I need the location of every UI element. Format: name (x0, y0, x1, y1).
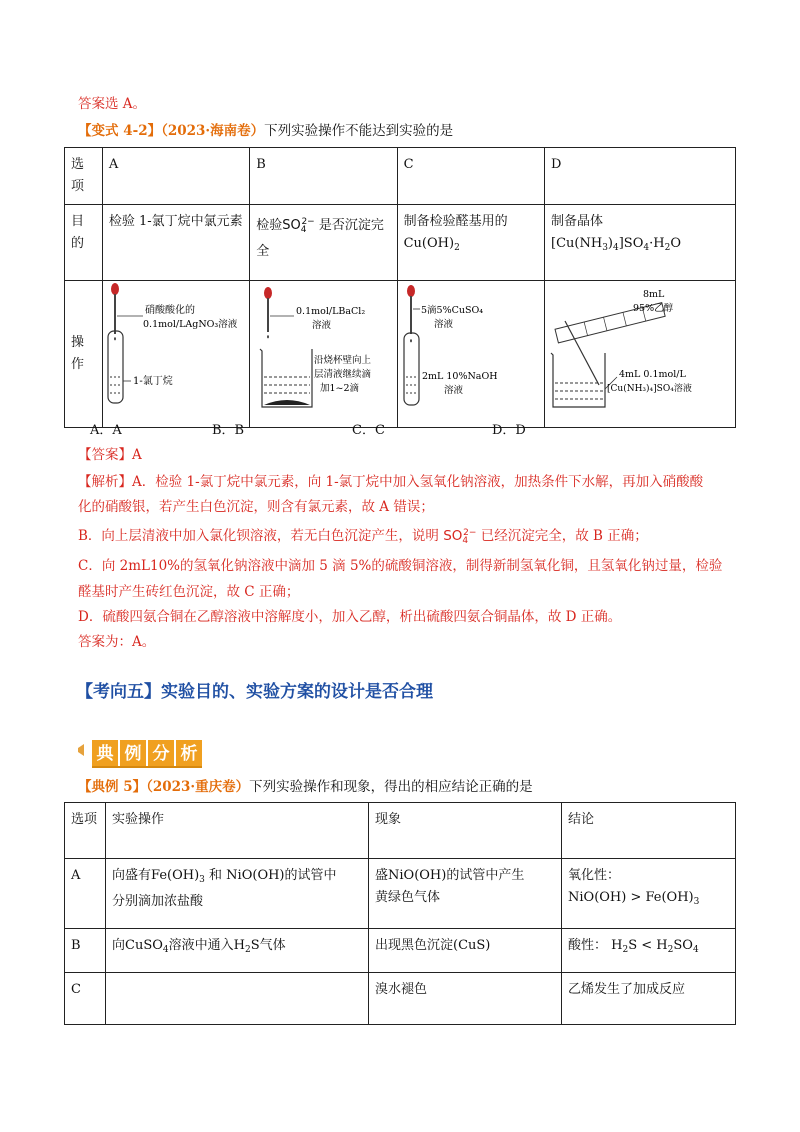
t2-header-phenomenon: 现象 (369, 803, 562, 859)
t2-row-a-conclusion: 氧化性： $NiO(OH) > Fe(OH)_3$ (562, 859, 736, 929)
analysis-line-6: D．硫酸四氨合铜在乙醇溶液中溶解度小，加入乙醇，析出硫酸四氨合铜晶体，故 D 正确。 (78, 609, 622, 625)
diagram-a-label-2: 0.1mol/LAgNO₃溶液 (142, 319, 238, 330)
badge-char-3: 分 (152, 744, 170, 764)
t2-row-b-operation: 向CuSO$_4$溶液中通入$H_2S$气体 (106, 929, 369, 973)
diagram-b-label-5: 加1~2滴 (320, 383, 360, 394)
analysis-line-5: 醛基时产生砖红色沉淀，故 C 正确； (78, 584, 300, 600)
diagram-c-label-1: 5滴5%CuSO₄ (420, 305, 483, 316)
diagram-a-cell (102, 281, 249, 428)
example-question-text: 下列实验操作和现象，得出的相应结论正确的是 (249, 779, 533, 795)
analysis-line-4: C．向 2mL10%的氢氧化钠溶液中滴加 5 滴 5%的硫酸铜溶液，制得新制氢氧化铜，且氢氧化钠过量，检验 (78, 558, 723, 574)
t2-row-a-phenomenon: 盛NiO(OH)的试管中产生 黄绿色气体 (369, 859, 562, 929)
col-d-header: D (545, 148, 736, 205)
answer-line: 【答案】A (78, 447, 142, 463)
experiment-table-2 (64, 802, 736, 1025)
t2-row-c-label: C (65, 973, 106, 1025)
badge-char-4: 析 (180, 744, 198, 764)
t2-row-a-operation: 向盛有$Fe(OH)_3$ 和 NiO(OH)的试管中 分别滴加浓盐酸 (106, 859, 369, 929)
analysis-line-1: 【解析】A．检验 1-氯丁烷中氯元素，向 1-氯丁烷中加入氢氧化钠溶液，加热条件下水解，再加入硝酸酸 (78, 474, 704, 490)
t2-row-c-operation (106, 973, 369, 1025)
t2-row-b-phenomenon: 出现黑色沉淀(CuS) (369, 929, 562, 973)
diagram-b-label-4: 层清液继续滴 (314, 369, 372, 380)
diagram-a-label-3: 1-氯丁烷 (132, 376, 173, 387)
purpose-b: 检验$SO_4^{2-}$ 是否沉淀完全 (250, 205, 397, 281)
diagram-c-label-2: 溶液 (433, 319, 453, 330)
example-question (78, 777, 533, 797)
purpose-a: 检验 1-氯丁烷中氯元素 (102, 205, 249, 281)
badge-char-1: 典 (96, 744, 114, 764)
diagram-c-label-4: 溶液 (443, 385, 463, 396)
section-heading: 【考向五】实验目的、实验方案的设计是否合理 (76, 682, 433, 702)
analysis-line-3: B．向上层清液中加入氯化钡溶液，若无白色沉淀产生，说明 $SO_4^{2-}$ 已经沉淀完全，故 B 正确； (78, 528, 648, 546)
t2-row-c-conclusion: 乙烯发生了加成反应 (562, 973, 736, 1025)
diagram-c-apparatus (398, 281, 543, 419)
header-purpose: 目的 (65, 205, 103, 281)
diagram-d-label-4: [Cu(NH₃)₄]SO₄溶液 (607, 384, 692, 394)
previous-answer: 答案选 A。 (78, 96, 147, 112)
diagram-d-label-3: 4mL 0.1mol/L (619, 369, 686, 380)
diagram-b-label-3: 沿烧杯壁向上 (314, 355, 372, 366)
diagram-d-apparatus (545, 281, 735, 419)
diagram-b-cell (250, 281, 397, 428)
t2-row-a-label: A (65, 859, 106, 929)
diagram-b-apparatus (250, 281, 395, 419)
diagram-b-label-1: 0.1mol/LBaCl₂ (296, 306, 366, 317)
header-operation: 操作 (65, 281, 103, 428)
header-option: 选项 (65, 148, 103, 205)
option-a: A．A (90, 423, 122, 438)
diagram-a-apparatus (103, 281, 248, 419)
option-c: C．C (352, 423, 385, 438)
example-source: （2023·重庆卷） (146, 779, 250, 795)
diagram-c-label-3: 2mL 10%NaOH (421, 371, 498, 382)
variant-tag: 【变式 4-2】 (78, 123, 162, 139)
col-c-header: C (397, 148, 544, 205)
diagram-b-label-2: 溶液 (312, 320, 332, 331)
diagram-a-label-1: 硝酸酸化的 (144, 305, 195, 316)
variant-source: （2023·海南卷） (161, 123, 265, 139)
diagram-c-cell (397, 281, 544, 428)
purpose-c: 制备检验醛基用的 $Cu(OH)_2$ (397, 205, 544, 281)
t2-header-option: 选项 (65, 803, 106, 859)
analysis-line-2: 化的硝酸银，若产生白色沉淀，则含有氯元素，故 A 错误； (78, 499, 434, 515)
diagram-d-label-2: 95%乙醇 (633, 303, 674, 314)
t2-row-c-phenomenon: 溴水褪色 (369, 973, 562, 1025)
badge-char-2: 例 (124, 744, 142, 764)
t2-header-conclusion: 结论 (562, 803, 736, 859)
variant-question (78, 121, 453, 141)
diagram-d-label-1: 8mL (643, 289, 665, 300)
purpose-d: 制备晶体 $[Cu(NH_3)_4]SO_4\cdot H_2O$ (545, 205, 736, 281)
t2-header-operation: 实验操作 (106, 803, 369, 859)
example-tag: 【典例 5】 (78, 779, 147, 795)
option-d: D．D (492, 423, 526, 438)
col-a-header: A (102, 148, 249, 205)
variant-question-text: 下列实验操作不能达到实验的是 (264, 123, 454, 139)
option-b: B．B (212, 423, 245, 438)
analysis-final: 答案为：A。 (78, 634, 156, 650)
col-b-header: B (250, 148, 397, 205)
experiment-table-1 (64, 147, 736, 428)
diagram-d-cell (545, 281, 736, 428)
t2-row-b-conclusion: 酸性： $H_2S < H_2SO_4$ (562, 929, 736, 973)
typical-example-badge (74, 736, 206, 770)
t2-row-b-label: B (65, 929, 106, 973)
